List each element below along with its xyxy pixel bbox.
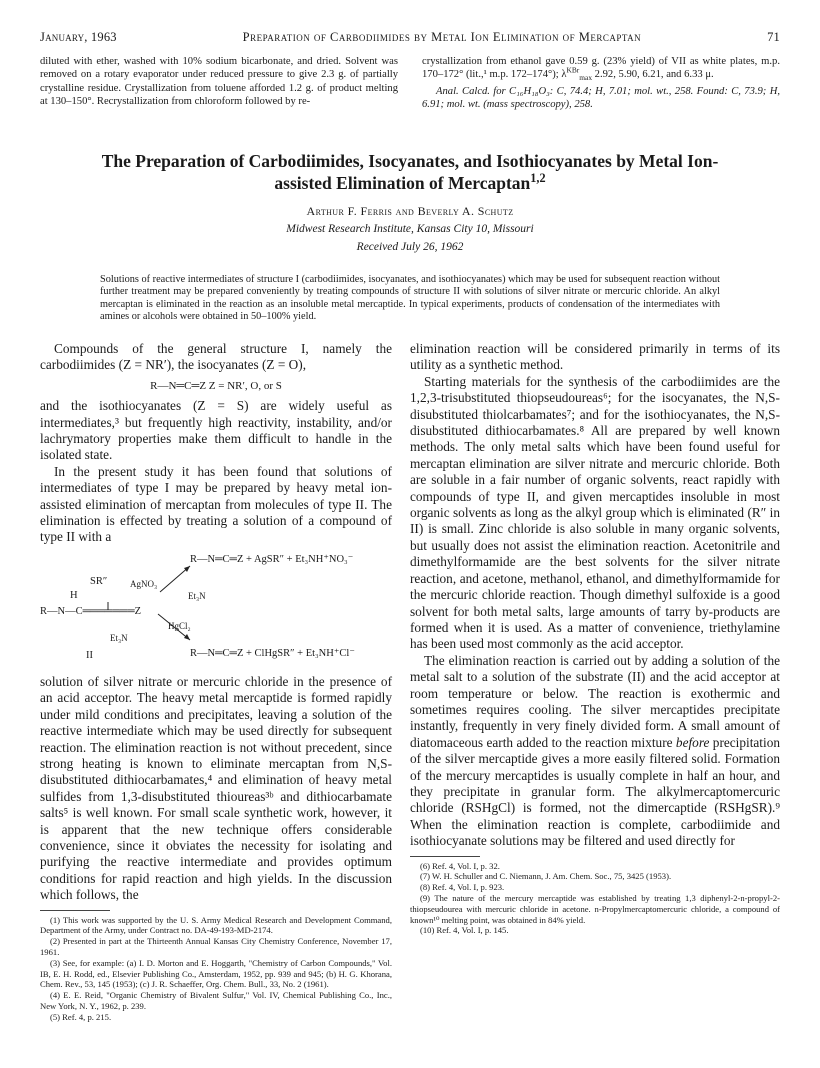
footnote: (3) See, for example: (a) I. D. Morton and E. Hoggarth, "Chemistry of Carbon Compounds," Vol. IB, E. H. Rodd, ed., Elsevier Publishing Co., Amsterdam, 1952, pp. 939 and 945; (b) H. G. Khorana, Chem. Rev., 53, 145 (1953); (c) J. R. Schaeffer, Org. Chem. Bull., 33, No. 2 (1961). (40, 957, 392, 990)
paragraph: elimination reaction will be considered primarily in terms of its utility as a synthetic method. (410, 341, 780, 373)
analysis-line: Anal. Calcd. for C₁₆H₁₈O₃: C, 74.4; H, 7.01; mol. wt., 258. Found: C, 73.9; H, 6.91; mol. wt. (mass spectroscopy), 258. (422, 85, 780, 110)
footnotes-right (410, 856, 780, 937)
header-date: January, 1963 (40, 30, 117, 44)
reactant-ii: R—N—C═══════Z (40, 605, 142, 617)
footnote: (9) The nature of the mercury mercaptide was established by treating 1,3 diphenyl-2-n-propyl-2-thiopseudourea with mercuric chloride in acetone. n-Propylmercaptomercuric chloride, a compound of known¹⁰ melting point, was obtained in 84% yield. (410, 892, 780, 925)
hgcl2-label: HgCl₂ (168, 620, 191, 631)
agno3-label: AgNO₃ (130, 578, 158, 589)
running-head (40, 30, 780, 45)
reaction-scheme (40, 548, 392, 670)
footnote: (1) This work was supported by the U. S. Army Medical Research and Development Command, Department of the Army, under Contract no. DA-49-193-MD-2174. (40, 914, 392, 936)
previous-article-text: diluted with ether, washed with 10% sodium bicarbonate, and dried. Solvent was removed on a rotary evaporator under reduced pressure to give 2.3 g. of partially crystalline residue. Crystallization from toluene afforded 1.2 g. of product melting at 130–150°. Recrystallization from chloroform followed by re- (40, 56, 398, 107)
body-right-column (410, 341, 780, 936)
h-label: H (70, 589, 78, 601)
footnote: (4) E. E. Reid, "Organic Chemistry of Bivalent Sulfur," Vol. IV, Chemical Publishing Co., Inc., New York, N. Y., 1962, p. 239. (40, 990, 392, 1011)
previous-article-text-right: crystallization from ethanol gave 0.59 g. (23% yield) of VII as white plates, m.p. 170–172° (lit.,¹ m.p. 172–174°); $\lambda^{KBr}_{max}$ 2.92, 5.90, 6.21, and 6.33 μ. (422, 56, 780, 83)
article-title: The Preparation of Carbodiimides, Isocyanates, and Isothiocyanates by Metal Ion-assisted Elimination of Mercaptan$^{1,2}$ (101, 151, 719, 193)
footnote-rule (410, 856, 480, 857)
footnote: (2) Presented in part at the Thirteenth Annual Kansas City Chemistry Conference, November 17, 1961. (40, 936, 392, 957)
article-affiliation: Midwest Research Institute, Kansas City 10, Missouri (286, 223, 534, 235)
abstract: Solutions of reactive intermediates of structure I (carbodiimides, isocyanates, and isothiocyanates) which may be used for subsequent reaction without further treatment may be prepared conveniently by treating compounds of structure II with solutions of silver nitrate or mercuric chloride. An alkyl mercaptan is eliminated in the reaction as an insoluble metal mercaptide. In typical experiments, products of condensation of the intermediates with amines or alcohols were obtained in 50–100% yield. (100, 274, 720, 323)
mercury-product-line: R—N═C═Z + ClHgSR″ + Et₃NH⁺Cl⁻ (190, 647, 355, 659)
paragraph: solution of silver nitrate or mercuric chloride in the presence of an acid acceptor. The heavy metal mercaptide is formed rapidly under mild conditions and precipitates, leaving a solution of the reactive intermediate which may be used directly for subsequent reaction. The elimination reaction is not without precedent, since strong heating is known to eliminate mercaptan from N,S-disubstituted dithiocarbamates,⁴ and elimination of heavy metal sulfides from 1,3-disubstituted thioureas³ᵇ and dithiocarbamate salts⁵ is well known. For small scale synthetic work, however, it is apparent that the new technique offers considerable convenience, since it obviates the necessity for isolating and purifying the reactive intermediate and provides optimum conditions for rapid reaction and high yields. In the discussion which follows, the (40, 673, 392, 903)
article-authors: Arthur F. Ferris and Beverly A. Schutz (306, 204, 514, 218)
et3n-bottom-label: Et₃N (110, 632, 128, 643)
previous-article-right (422, 55, 780, 111)
paragraph: and the isothiocyanates (Z = S) are widely useful as intermediates,³ but frequently high reactivity, instability, and/or lachrymatory properties make them difficult to handle in the isolated state. (40, 398, 392, 463)
page-number: 71 (767, 30, 780, 44)
footnote: (10) Ref. 4, Vol. I, p. 145. (420, 925, 509, 936)
footnote: (7) W. H. Schuller and C. Niemann, J. Am. Chem. Soc., 75, 3425 (1953). (420, 871, 672, 882)
et3n-top-label: Et₃N (188, 590, 206, 601)
paragraph: The elimination reaction is carried out by adding a solution of the metal salt to a solution of the substrate (II) and the acid acceptor at room temperature or below. The reaction is exothermic and sometimes requires cooling. The silver mercaptides precipitate instantly, frequently in very finely divided form. A small amount of diatomaceous earth added to the reaction mixture before precipitation of the silver mercaptide gives a more easily filtered solid. Formation of the mercury mercaptides is usually complete in half an hour, and they precipitate in granular form. The alkylmercaptomercuric chloride (RSHgCl) is formed, not the dimercaptide (RSHgSR).⁹ When the elimination reaction is complete, carbodiimide and isothiocyanate solutions may be filtered and used directly for (410, 652, 780, 849)
footnote: (8) Ref. 4, Vol. I, p. 923. (420, 882, 505, 893)
body-left-column (40, 341, 392, 1023)
previous-article-left (40, 55, 398, 108)
footnote: (6) Ref. 4, Vol. I, p. 32. (420, 860, 500, 871)
compound-ii-label: II (86, 649, 93, 661)
header-title: Preparation of Carbodiimides by Metal Ion Elimination of Mercaptan (242, 30, 642, 44)
intro-paragraph: Compounds of the general structure I, namely the carbodiimides (Z = NR′), the isocyanates (Z = O), (40, 341, 392, 373)
footnote: (5) Ref. 4, p. 215. (50, 1011, 112, 1022)
journal-page (40, 30, 780, 1050)
paragraph: Starting materials for the synthesis of the carbodiimides are the 1,2,3-trisubstituted thiopseudoureas⁶; for the isocyanates, the N,S-disubstituted thiolcarbamates⁷; and for the isothiocyanates, the N,S-disubstituted dithiocarbamates.⁸ All are prepared by well known methods. The only metal salts which have been found useful for mercaptan elimination are silver nitrate and mercuric chloride. Both are soluble in a fair number of organic solvents, react rapidly with compounds of type II, and given mercaptides insoluble in most organic solvents as long as the alkyl group which is eliminated (R″ in II) is small. Zinc chloride is also soluble in many organic solvents, but usually does not assist the elimination reaction. Acetonitrile and dimethylformamide are the best solvents for the silver nitrate reaction, and acetone, methanol, ethanol, and dimethylformamide for the mercuric chloride reaction. Though dimethyl sulfoxide is a good solvent for both metal salts, large amounts of tarry by-products are formed when it is used. As a matter of convenience, triethylamine has been used most commonly as the acid acceptor. (410, 373, 780, 652)
silver-product-line: R—N═C═Z + AgSR″ + Et₃NH⁺NO₃⁻ (190, 553, 354, 565)
general-structure-formula: R—N═C═Z Z = NR′, O, or S (150, 379, 282, 392)
received-date: Received July 26, 1962 (356, 241, 464, 253)
paragraph: In the present study it has been found that solutions of intermediates of type I may be prepared by heavy metal ion-assisted elimination of mercaptan from molecules of type II. The elimination is effected by treating a solution of a compound of type II with a (40, 463, 392, 545)
article-header (40, 150, 780, 253)
footnotes-left (40, 910, 392, 1023)
footnote-rule (40, 910, 110, 911)
sr-label: SR″ (90, 575, 108, 587)
